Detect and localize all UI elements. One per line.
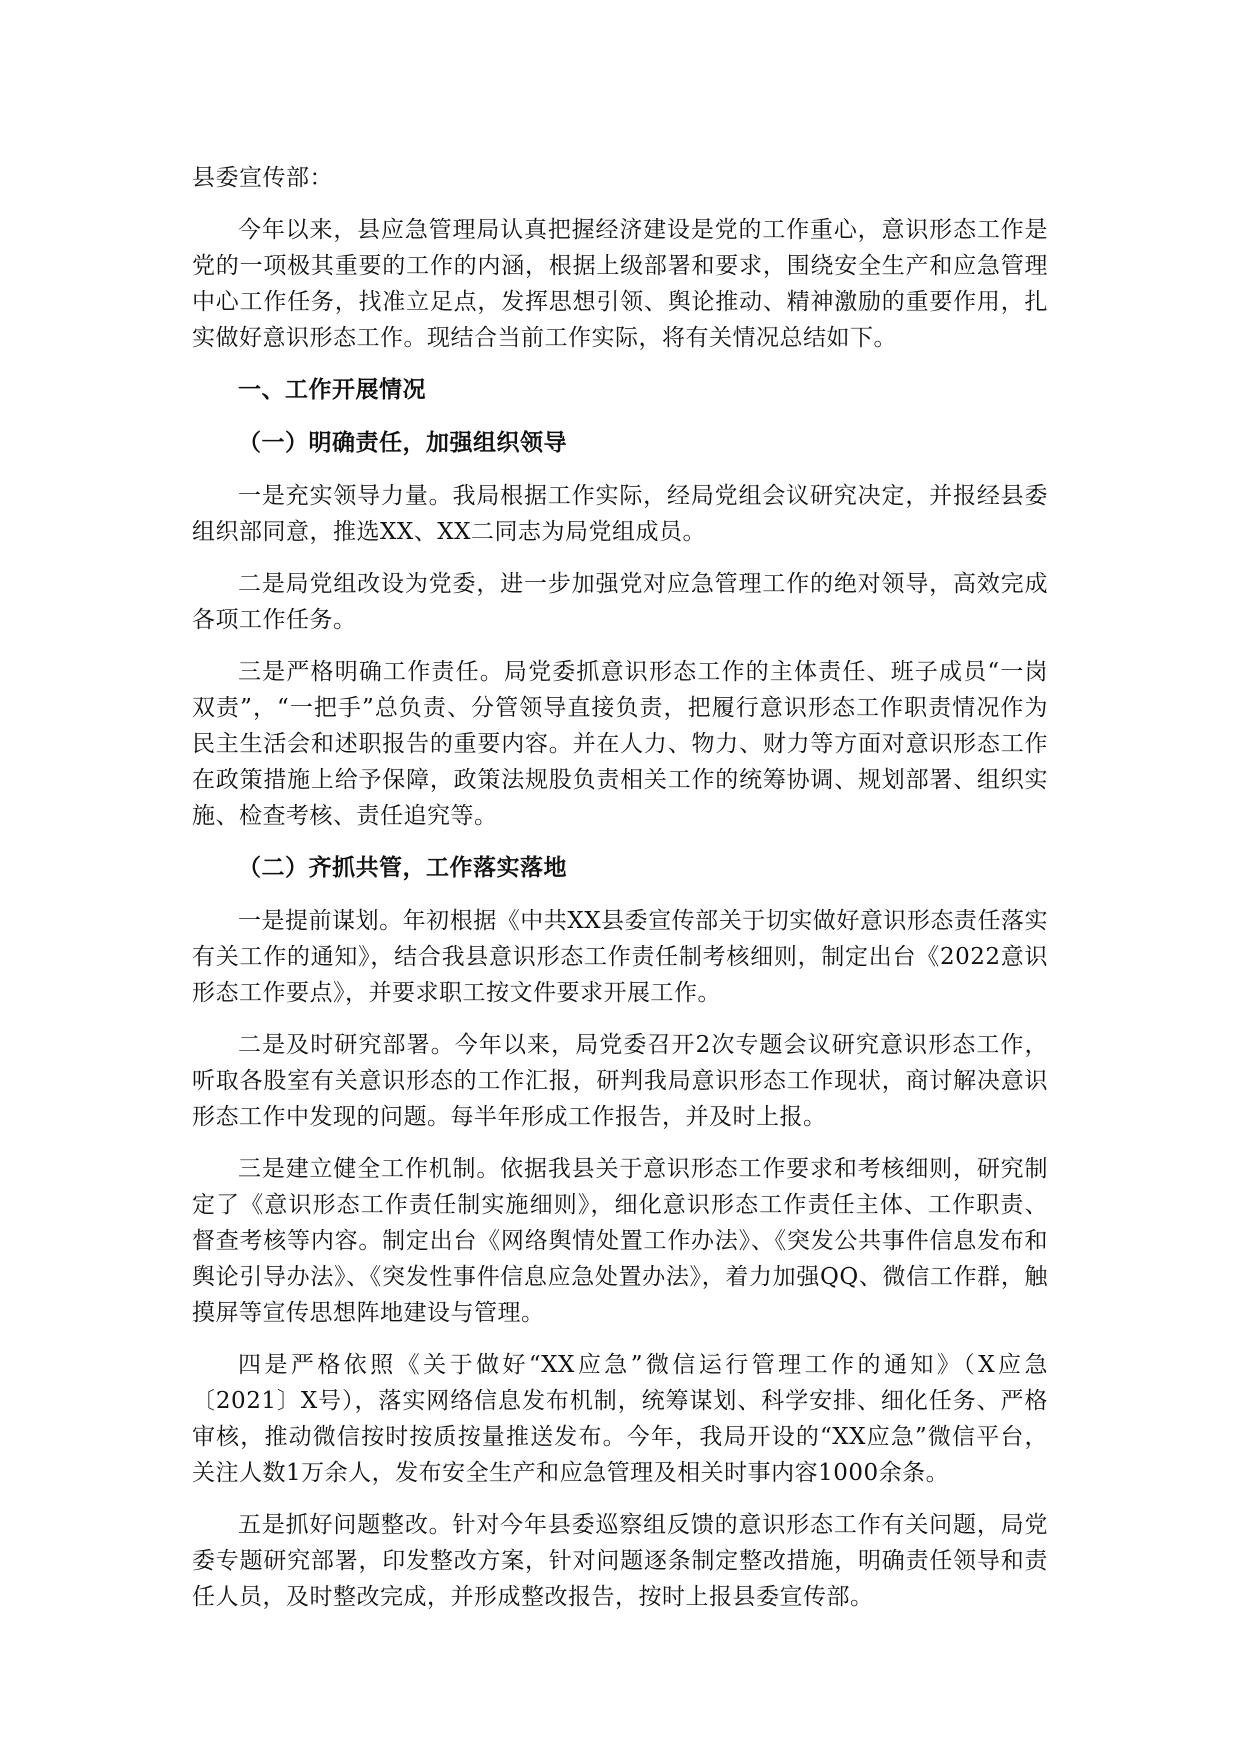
body-paragraph: 一是提前谋划。年初根据《中共XX县委宣传部关于切实做好意识形态责任落实有关工作的通知》，结合我县意识形态工作责任制考核细则，制定出台《2022意识形态工作要点》，并要求职工按文件要求开展工作。 (192, 908, 1048, 1006)
document-page (192, 160, 1048, 1615)
body-paragraph: 一是充实领导力量。我局根据工作实际，经局党组会议研究决定，并报经县委组织部同意，推选XX、XX二同志为局党组成员。 (192, 483, 1048, 545)
body-paragraph: 三是建立健全工作机制。依据我县关于意识形态工作要求和考核细则，研究制定了《意识形态工作责任制实施细则》，细化意识形态工作责任主体、工作职责、督查考核等内容。制定出台《网络舆情处置工作办法》、《突发公共事件信息发布和舆论引导办法》、《突发性事件信息应急处置办法》，着力加强QQ、微信工作群，触摸屏等宣传思想阵地建设与管理。 (192, 1156, 1048, 1326)
salutation: 县委宣传部： (192, 165, 333, 191)
subsection-heading: （二）齐抓共管，工作落实落地 (238, 854, 567, 881)
body-paragraph: 四是严格依照《关于做好“XX应急”微信运行管理工作的通知》（X应急〔2021〕X号），落实网络信息发布机制，统筹谋划、科学安排、细化任务、严格审核，推动微信按时按质按量推送发布。今年，我局开设的“XX应急”微信平台，关注人数1万余人，发布安全生产和应急管理及相关时事内容1000余条。 (192, 1352, 1048, 1486)
body-paragraph: 二是局党组改设为党委，进一步加强党对应急管理工作的绝对领导，高效完成各项工作任务。 (192, 571, 1048, 633)
intro-paragraph: 今年以来，县应急管理局认真把握经济建设是党的工作重心，意识形态工作是党的一项极其重要的工作的内涵，根据上级部署和要求，围绕安全生产和应急管理中心工作任务，找准立足点，发挥思想引领、舆论推动、精神激励的重要作用，扎实做好意识形态工作。现结合当前工作实际，将有关情况总结如下。 (192, 217, 1048, 351)
body-paragraph: 二是及时研究部署。今年以来，局党委召开2次专题会议研究意识形态工作，听取各股室有关意识形态的工作汇报，研判我局意识形态工作现状，商讨解决意识形态工作中发现的问题。每半年形成工作报告，并及时上报。 (192, 1032, 1048, 1130)
subsection-heading: （一）明确责任，加强组织领导 (238, 429, 567, 456)
body-paragraph: 五是抓好问题整改。针对今年县委巡察组反馈的意识形态工作有关问题，局党委专题研究部署，印发整改方案，针对问题逐条制定整改措施，明确责任领导和责任人员，及时整改完成，并形成整改报告，按时上报县委宣传部。 (192, 1512, 1048, 1610)
body-paragraph: 三是严格明确工作责任。局党委抓意识形态工作的主体责任、班子成员“一岗双责”，“一把手”总负责、分管领导直接负责，把履行意识形态工作职责情况作为民主生活会和述职报告的重要内容。并在人力、物力、财力等方面对意识形态工作在政策措施上给予保障，政策法规股负责相关工作的统筹协调、规划部署、组织实施、检查考核、责任追究等。 (192, 659, 1048, 829)
section-heading: 一、工作开展情况 (238, 376, 426, 403)
